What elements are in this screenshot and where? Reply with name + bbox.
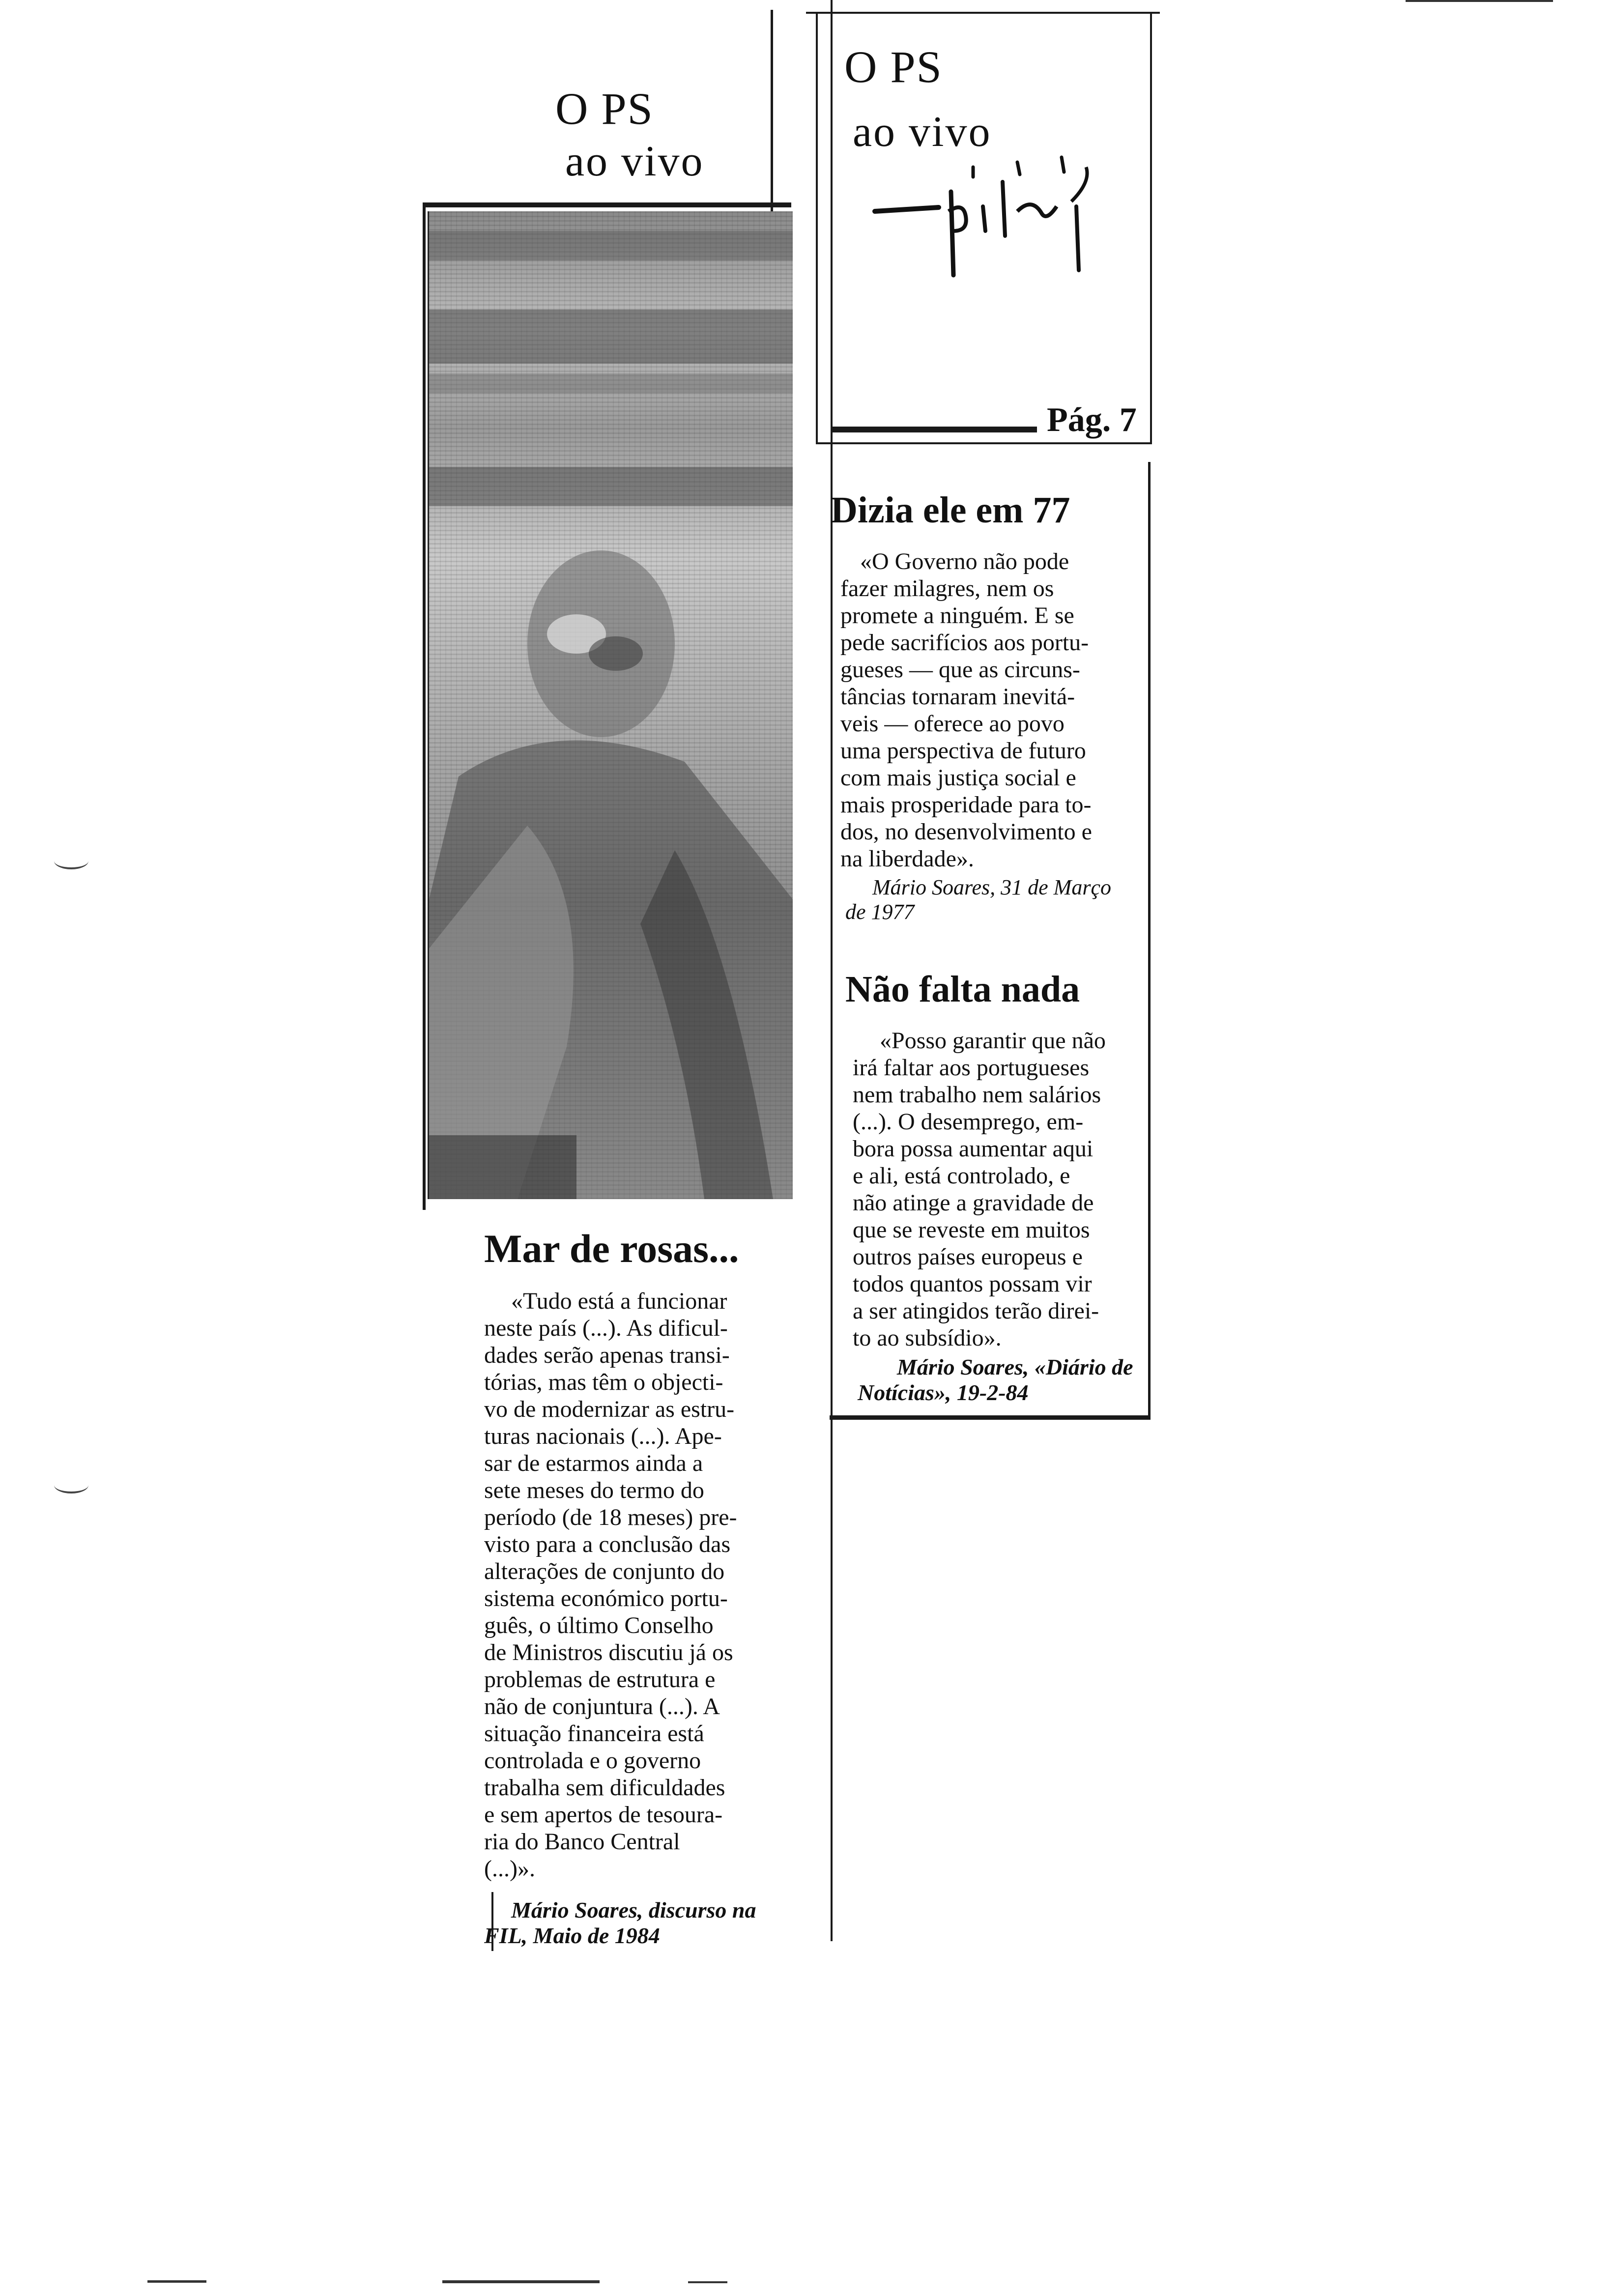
body-line: sete meses do termo do (484, 1477, 704, 1503)
article1-attribution-line1: Mário Soares, 31 de Março (872, 875, 1111, 899)
right-masthead-title: O PS (844, 42, 943, 92)
body-line: to ao subsídio». (853, 1325, 1002, 1351)
body-line: situação financeira está (484, 1721, 704, 1747)
body-line: vo de modernizar as estru- (484, 1396, 735, 1422)
body-line: problemas de estrutura e (484, 1666, 716, 1693)
body-line: turas nacionais (...). Ape- (484, 1423, 722, 1449)
photo-top-rule (423, 202, 791, 207)
body-line: alterações de conjunto do (484, 1558, 725, 1584)
center-divider (831, 0, 833, 1941)
article2-headline: Não falta nada (845, 969, 1080, 1010)
body-line: dades serão apenas transi- (484, 1342, 730, 1368)
body-line: mais prosperidade para to- (840, 792, 1092, 818)
scan-top-edge (1406, 0, 1553, 2)
left-headline: Mar de rosas... (484, 1226, 739, 1271)
body-line: promete a ninguém. E se (840, 603, 1074, 629)
body-line: tâncias tornaram inevitá- (840, 684, 1075, 710)
scan-mark (54, 853, 88, 869)
portrait-photo (428, 211, 793, 1199)
right-masthead-right-rule (1150, 12, 1152, 444)
left-article-body (484, 1288, 799, 1882)
body-line: pede sacrifícios aos portu- (840, 630, 1089, 656)
body-line: (...)». (484, 1856, 535, 1882)
scan-mark (54, 1477, 88, 1493)
body-line: fazer milagres, nem os (840, 575, 1054, 602)
body-line: outros países europeus e (853, 1244, 1083, 1270)
body-line: sar de estarmos ainda a (484, 1450, 703, 1476)
body-line: «Tudo está a funcionar (511, 1288, 727, 1314)
article2-attribution-line1: Mário Soares, «Diário de (897, 1354, 1133, 1379)
right-article-bottom-rule (830, 1415, 1151, 1420)
scan-bottom-edge (442, 2280, 600, 2283)
body-line: visto para a conclusão das (484, 1531, 731, 1557)
body-line: sistema económico portu- (484, 1585, 728, 1611)
body-line: ria do Banco Central (484, 1829, 680, 1855)
body-line: neste país (...). As dificul- (484, 1315, 728, 1341)
body-line: e sem apertos de tesoura- (484, 1802, 723, 1828)
body-line: não atinge a gravidade de (853, 1190, 1094, 1216)
body-line: gueses — que as circuns- (840, 657, 1080, 683)
body-line: veis — oferece ao povo (840, 711, 1065, 737)
right-masthead-page-rule (831, 427, 1037, 432)
right-article-right-rule (1148, 462, 1151, 1415)
right-masthead-bottom-rule (816, 442, 1152, 444)
body-line: que se reveste em muitos (853, 1217, 1090, 1243)
body-line: controlada e o governo (484, 1748, 701, 1774)
handwritten-signature (870, 152, 1125, 283)
body-line: de Ministros discutiu já os (484, 1639, 733, 1665)
body-line: e ali, está controlado, e (853, 1163, 1070, 1189)
left-masthead-title: O PS (555, 84, 654, 134)
article1-body (840, 548, 1145, 872)
body-line: com mais justiça social e (840, 765, 1076, 791)
left-masthead-subtitle: ao vivo (565, 138, 704, 185)
body-line: na liberdade». (840, 846, 974, 872)
body-line: dos, no desenvolvimento e (840, 819, 1092, 845)
article2-body (853, 1027, 1145, 1351)
body-line: guês, o último Conselho (484, 1612, 714, 1638)
scan-bottom-edge (688, 2281, 727, 2283)
body-line: bora possa aumentar aqui (853, 1136, 1094, 1162)
body-line: não de conjuntura (...). A (484, 1693, 720, 1720)
article1-headline: Dizia ele em 77 (831, 489, 1070, 531)
left-attribution-line1: Mário Soares, discurso na (511, 1897, 756, 1923)
article1-attribution-line2: de 1977 (845, 900, 915, 924)
body-line: «Posso garantir que não (880, 1028, 1106, 1054)
photo-left-rule (423, 202, 426, 1210)
body-line: a ser atingidos terão direi- (853, 1298, 1099, 1324)
right-masthead-left-rule (816, 12, 818, 444)
body-line: irá faltar aos portugueses (853, 1055, 1090, 1081)
body-line: «O Governo não pode (860, 548, 1069, 574)
left-attribution-line2: FIL, Maio de 1984 (484, 1923, 660, 1948)
body-line: nem trabalho nem salários (853, 1082, 1101, 1108)
right-masthead-top-rule (806, 12, 1160, 14)
body-line: tórias, mas têm o objecti- (484, 1369, 723, 1395)
article2-attribution-line2: Notícias», 19-2-84 (858, 1380, 1029, 1405)
page-number: Pág. 7 (1047, 401, 1137, 439)
body-line: período (de 18 meses) pre- (484, 1504, 737, 1530)
scan-bottom-edge (147, 2280, 206, 2283)
body-line: todos quantos possam vir (853, 1271, 1092, 1297)
right-masthead-subtitle: ao vivo (853, 108, 992, 156)
body-line: trabalha sem dificuldades (484, 1775, 725, 1801)
body-line: uma perspectiva de futuro (840, 738, 1086, 764)
body-line: (...). O desemprego, em- (853, 1109, 1084, 1135)
